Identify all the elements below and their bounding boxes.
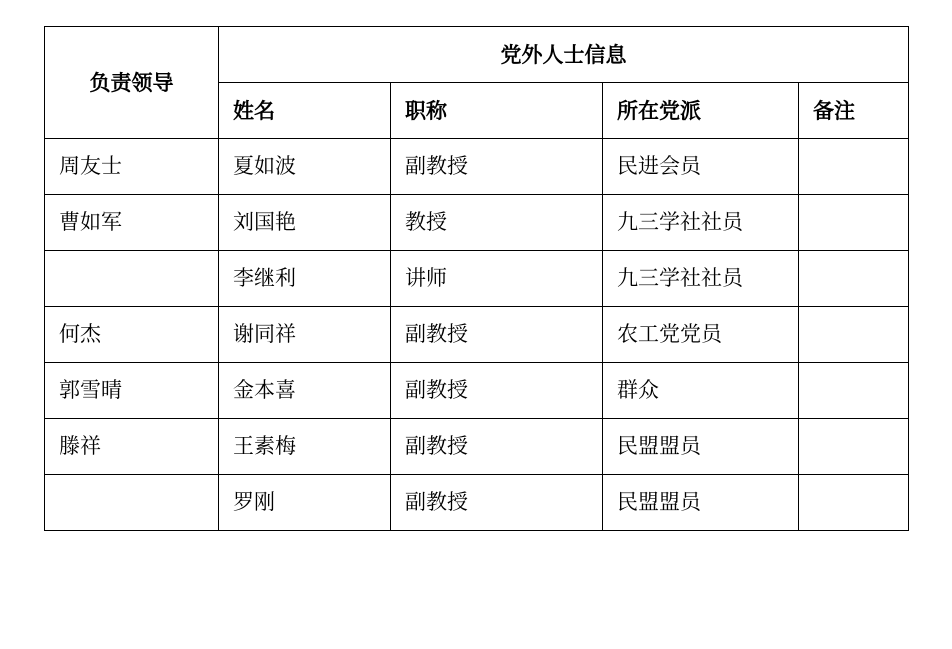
cell-name [219,195,391,251]
cell-note [799,419,909,475]
table-header-row-main [45,27,909,83]
party-members-table [44,26,909,531]
cell-party [603,139,799,195]
name-value: 李继利 [233,265,296,290]
header-cell-note [799,83,909,139]
title-value: 副教授 [405,377,468,402]
cell-name [219,307,391,363]
cell-leader [45,307,219,363]
cell-name [219,419,391,475]
party-value: 九三学社社员 [617,209,743,234]
leader-value: 曹如军 [59,209,122,234]
cell-leader [45,363,219,419]
party-value: 农工党党员 [617,321,722,346]
cell-note [799,139,909,195]
table-row [45,475,909,531]
title-value: 副教授 [405,433,468,458]
leader-value: 滕祥 [59,433,101,458]
cell-name [219,363,391,419]
header-note-label: 备注 [813,97,855,123]
table-row [45,307,909,363]
header-cell-party [603,83,799,139]
leader-value: 郭雪晴 [59,377,122,402]
party-value: 九三学社社员 [617,265,743,290]
cell-title [391,363,603,419]
title-value: 副教授 [405,153,468,178]
cell-title [391,475,603,531]
cell-name [219,251,391,307]
table-row [45,251,909,307]
title-value: 副教授 [405,489,468,514]
cell-party [603,363,799,419]
cell-title [391,307,603,363]
header-party-label: 所在党派 [617,97,701,123]
cell-party [603,251,799,307]
cell-leader [45,195,219,251]
header-group-label: 党外人士信息 [500,41,627,67]
cell-party [603,419,799,475]
table-row [45,363,909,419]
cell-title [391,419,603,475]
header-name-label: 姓名 [233,97,275,123]
leader-value: 周友士 [59,153,122,178]
cell-leader [45,475,219,531]
table-row [45,195,909,251]
header-cell-group [219,27,909,83]
header-cell-title [391,83,603,139]
table-row [45,139,909,195]
leader-value: 何杰 [59,321,101,346]
party-value: 民进会员 [617,153,701,178]
party-value: 群众 [617,377,659,402]
name-value: 金本喜 [233,377,296,402]
party-value: 民盟盟员 [617,433,701,458]
name-value: 谢同祥 [233,321,296,346]
header-cell-leader [45,27,219,139]
cell-title [391,251,603,307]
cell-leader [45,419,219,475]
cell-note [799,251,909,307]
table-row [45,419,909,475]
cell-name [219,139,391,195]
cell-note [799,195,909,251]
name-value: 罗刚 [233,489,275,514]
cell-party [603,475,799,531]
cell-leader [45,251,219,307]
cell-party [603,195,799,251]
title-value: 讲师 [405,265,447,290]
cell-note [799,475,909,531]
name-value: 夏如波 [233,153,296,178]
header-cell-name [219,83,391,139]
name-value: 王素梅 [233,433,296,458]
cell-note [799,307,909,363]
title-value: 教授 [405,209,447,234]
cell-party [603,307,799,363]
table-container [44,26,908,531]
header-leader-label: 负责领导 [89,69,174,95]
cell-title [391,139,603,195]
cell-title [391,195,603,251]
name-value: 刘国艳 [233,209,296,234]
party-value: 民盟盟员 [617,489,701,514]
header-title-label: 职称 [405,97,447,123]
cell-name [219,475,391,531]
cell-leader [45,139,219,195]
title-value: 副教授 [405,321,468,346]
cell-note [799,363,909,419]
